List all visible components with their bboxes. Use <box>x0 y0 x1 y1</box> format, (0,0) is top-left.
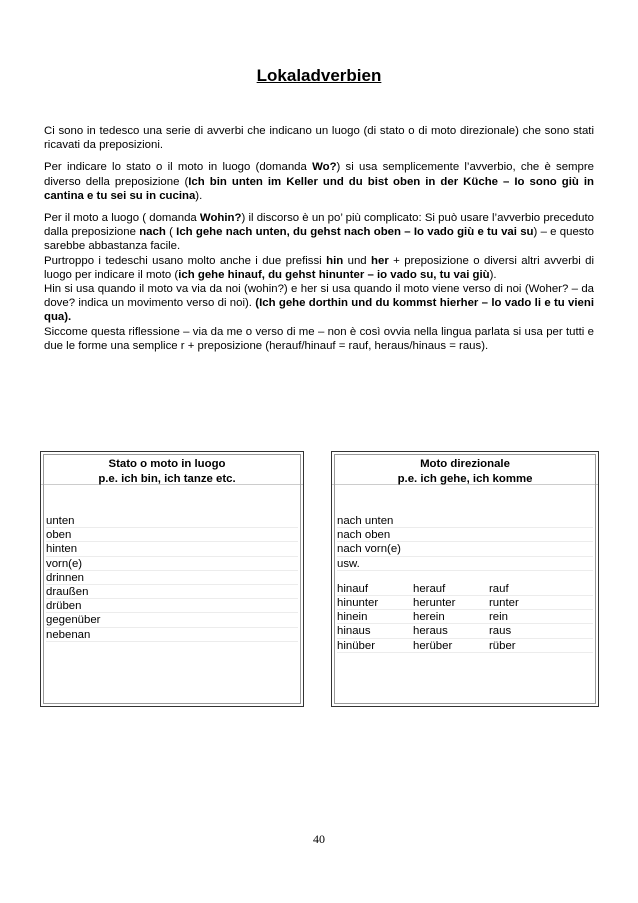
table-row <box>337 582 593 596</box>
heading-line: p.e. ich gehe, ich komme <box>397 472 533 485</box>
paragraph <box>44 254 594 282</box>
table-cell: rein <box>489 611 508 624</box>
bold-run: Ich bin unten im Keller und du bist oben in der Küche – Io sono giù in cantina e tu sei su in cucina <box>44 175 594 202</box>
bold-run: (Ich gehe dorthin und du kommst hierher – lo vado li e tu vieni qua). <box>44 297 594 324</box>
bold-run: ich gehe hinauf, du gehst hinunter – io vado su, tu vai giù <box>178 268 490 281</box>
table-cell: herüber <box>413 639 453 652</box>
table-cell: herauf <box>413 582 446 595</box>
list-item: hinten <box>46 542 298 556</box>
table-cell: hinaus <box>337 625 371 638</box>
stato-box-heading <box>41 452 303 485</box>
moto-list <box>337 514 593 653</box>
table-cell: herunter <box>413 596 456 609</box>
list-item: unten <box>46 514 298 528</box>
list-item: vorn(e) <box>46 557 298 571</box>
table-cell: runter <box>489 596 519 609</box>
moto-box-heading <box>332 452 598 485</box>
list-item: gegenüber <box>46 613 298 627</box>
list-item: drüben <box>46 599 298 613</box>
prefix-table <box>337 582 593 653</box>
table-row <box>337 639 593 653</box>
heading-line: Stato o moto in luogo <box>108 458 226 470</box>
list-item: nach oben <box>337 528 593 542</box>
paragraph <box>44 160 594 203</box>
table-cell: raus <box>489 625 512 638</box>
table-cell: hinunter <box>337 596 379 609</box>
text-run: ). <box>195 189 203 202</box>
spacer <box>337 571 593 582</box>
text-run: Per il moto a luogo ( domanda <box>44 212 200 225</box>
table-cell: hinauf <box>337 582 369 595</box>
table-row <box>337 624 593 638</box>
text-run: Per indicare lo stato o il moto in luogo (domanda <box>44 161 313 174</box>
bold-run: nach <box>139 226 166 239</box>
text-run: ) si usa semplicemente l’avverbio, che è sempre diverso della preposizione ( <box>44 161 594 188</box>
text-run: ) – e questo sarebbe abbastanza facile. <box>44 226 594 253</box>
text-run: Hin si usa quando il moto va via da noi (wohin?) e her si usa quando il moto viene verso di noi (Woher? – da dove? indica un movimento verso di noi). <box>44 283 594 310</box>
heading-line: p.e. ich bin, ich tanze etc. <box>98 472 236 485</box>
bold-run: Ich gehe nach unten, du gehst nach oben – Io vado giù e tu vai su <box>176 226 534 239</box>
page-number: 40 <box>313 832 325 846</box>
intro-text <box>44 124 594 353</box>
stato-box <box>40 451 304 707</box>
bold-run: Wohin? <box>199 212 242 225</box>
text-run: + preposizione o diversi altri avverbi di luogo per indicare il moto ( <box>44 254 594 281</box>
moto-box <box>331 451 599 707</box>
text-run: ) il discorso è un po’ più complicato: Si può usare l’avverbio preceduto dalla preposizione <box>44 212 594 239</box>
page-title: Lokaladverbien <box>256 66 382 85</box>
bold-run: hin <box>326 254 344 267</box>
table-cell: rauf <box>489 582 509 595</box>
list-item: draußen <box>46 585 298 599</box>
list-item: nach unten <box>337 514 593 528</box>
bold-run: Wo? <box>312 161 337 174</box>
table-cell: herein <box>413 611 445 624</box>
text-run: Purtroppo i tedeschi usano molto anche i due prefissi <box>44 254 327 267</box>
list-item: oben <box>46 528 298 542</box>
stato-list <box>46 514 298 642</box>
text-run: ( <box>165 226 177 239</box>
list-item: drinnen <box>46 571 298 585</box>
table-cell: hinüber <box>337 639 375 652</box>
table-cell: hinein <box>337 611 368 624</box>
paragraph <box>44 211 594 254</box>
table-cell: heraus <box>413 625 448 638</box>
text-run: ). <box>489 268 497 281</box>
paragraph <box>44 282 594 325</box>
heading-line: Moto direzionale <box>420 458 510 470</box>
list-item: nach vorn(e) <box>337 542 593 556</box>
paragraph: Siccome questa riflessione – via da me o verso di me – non è così ovvia nella lingua parlata si usa per tutti e due le forme una semplice r + preposizione (herauf/hinauf = rauf, heraus/hinaus = raus). <box>44 325 594 352</box>
paragraph: Ci sono in tedesco una serie di avverbi che indicano un luogo (di stato o di moto direzionale) che sono stati ricavati da preposizioni. <box>44 125 594 152</box>
table-row <box>337 610 593 624</box>
list-item: nebenan <box>46 628 298 642</box>
text-run: und <box>343 254 372 267</box>
table-cell: rüber <box>489 639 516 652</box>
bold-run: her <box>371 254 389 267</box>
list-item: usw. <box>337 557 593 571</box>
table-row <box>337 596 593 610</box>
